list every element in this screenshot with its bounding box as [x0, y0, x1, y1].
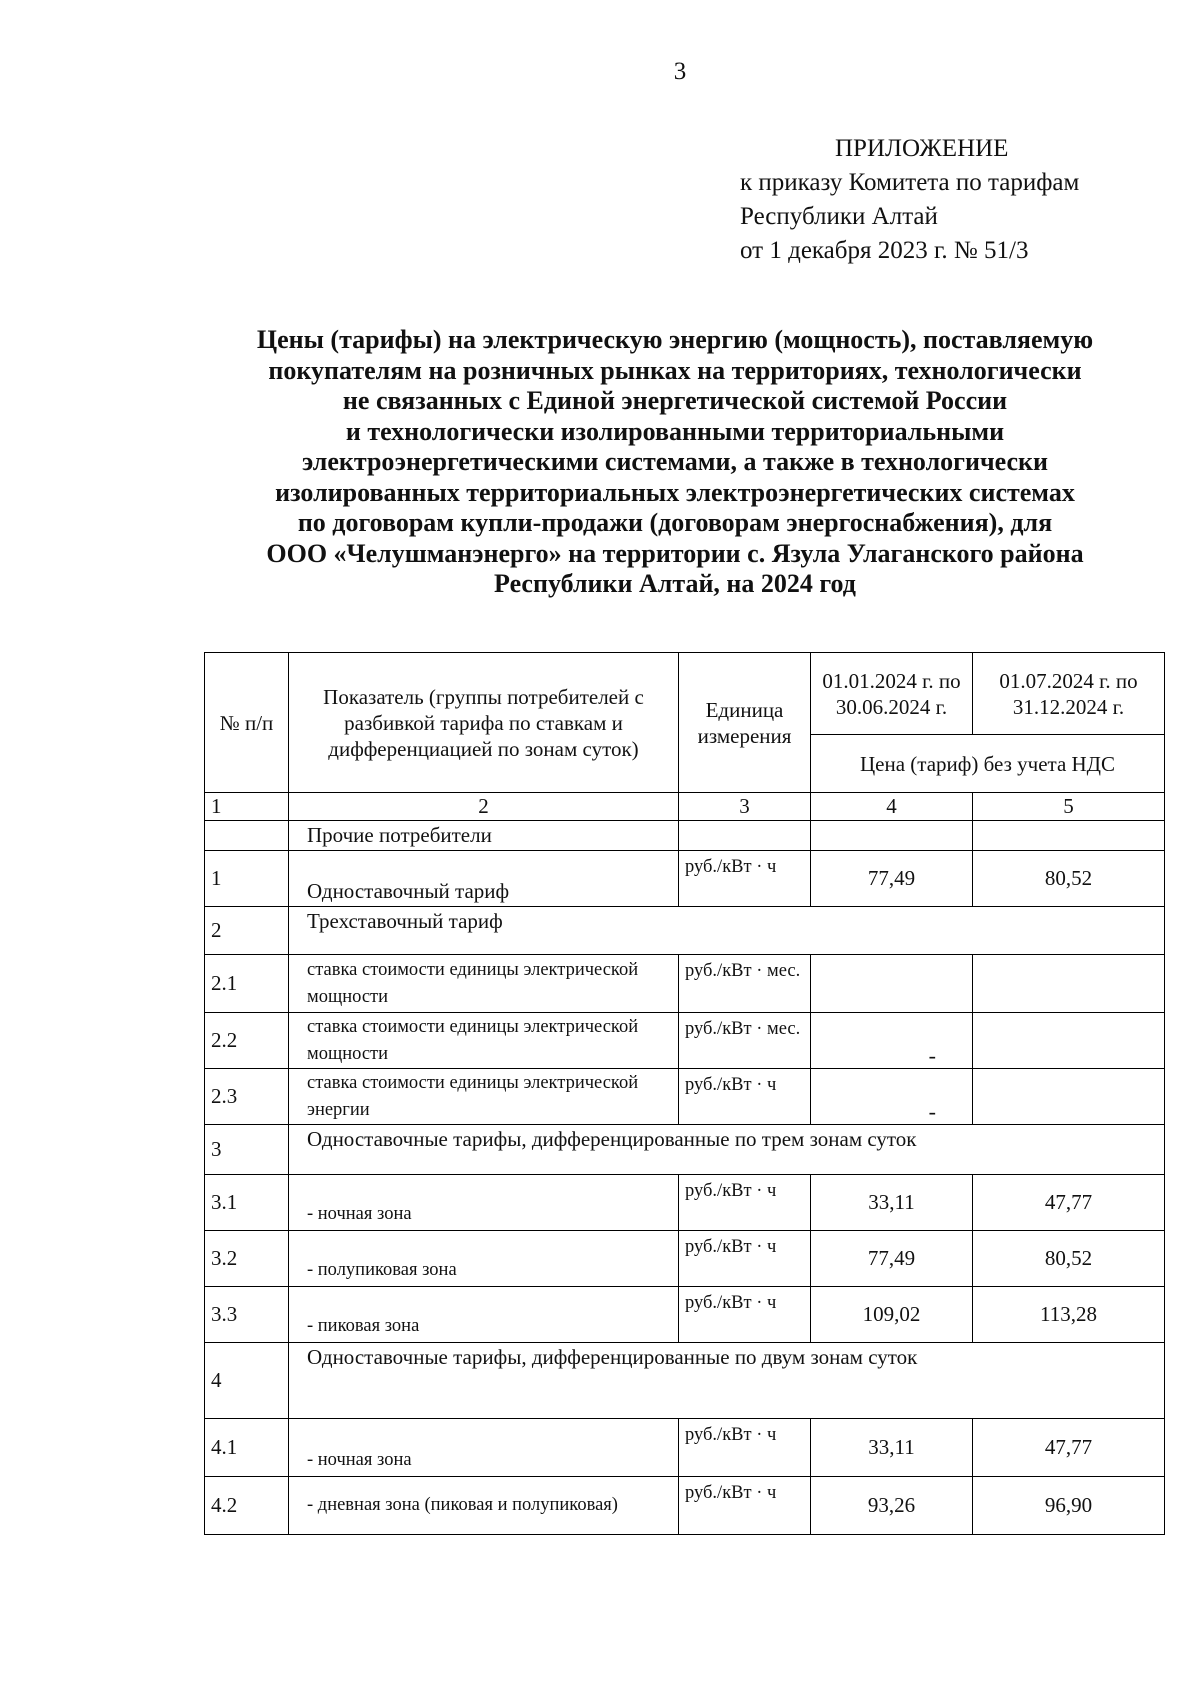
row-unit: руб./кВт · ч	[679, 1419, 811, 1477]
row-value-period-2	[973, 1013, 1165, 1069]
row-number: 4.1	[205, 1419, 289, 1477]
header-price-note: Цена (тариф) без учета НДС	[811, 735, 1165, 793]
row-value-period-1: 77,49	[811, 1231, 973, 1287]
row-value-period-1: 33,11	[811, 1175, 973, 1231]
header-indicator: Показатель (группы потребителей с разбивкой тарифа по ставкам и дифференциацией по зонам суток)	[289, 653, 679, 793]
row-section-title: Одноставочные тарифы, дифференцированные по трем зонам суток	[289, 1125, 1165, 1175]
column-number-row	[205, 793, 1165, 821]
table-row	[205, 1231, 1165, 1287]
title-line: и технологически изолированными территориальными	[345, 416, 1005, 446]
row-number: 1	[205, 851, 289, 907]
title-line: не связанных с Единой энергетической системой России	[342, 386, 1008, 415]
title-line: электроэнергетическими системами, а также в технологически	[301, 447, 1048, 476]
row-value-period-1: -	[811, 1013, 973, 1069]
row-indicator: - дневная зона (пиковая и полупиковая)	[289, 1477, 679, 1535]
column-number: 1	[205, 793, 289, 821]
title-line: изолированных территориальных электроэнергетических системах	[275, 477, 1075, 507]
row-value-period-2: 47,77	[973, 1419, 1165, 1477]
row-number: 3.2	[205, 1231, 289, 1287]
empty-cell	[679, 821, 811, 851]
empty-cell	[811, 821, 973, 851]
row-unit: руб./кВт · ч	[679, 1231, 811, 1287]
row-number: 4.2	[205, 1477, 289, 1535]
row-number: 4	[205, 1343, 289, 1419]
row-value-period-2: 47,77	[973, 1175, 1165, 1231]
table-row	[205, 1069, 1165, 1125]
column-number: 5	[973, 793, 1165, 821]
row-unit: руб./кВт · ч	[679, 1069, 811, 1125]
empty-cell	[205, 821, 289, 851]
table-row	[205, 821, 1165, 851]
row-unit: руб./кВт · ч	[679, 1175, 811, 1231]
row-indicator: Одноставочный тариф	[289, 851, 679, 907]
table-row	[205, 1013, 1165, 1069]
row-value-period-2: 80,52	[973, 1231, 1165, 1287]
row-indicator: - полупиковая зона	[289, 1231, 679, 1287]
appendix-line-republic: Республики Алтай	[740, 203, 938, 230]
row-unit: руб./кВт · мес.	[679, 1013, 811, 1069]
title-line: покупателям на розничных рынках на территориях, технологически	[268, 355, 1082, 385]
title-line: по договорам купли-продажи (договорам энергоснабжения), для	[297, 508, 1053, 537]
table-row	[205, 1175, 1165, 1231]
column-number: 3	[679, 793, 811, 821]
row-number: 2	[205, 907, 289, 955]
row-value-period-2: 113,28	[973, 1287, 1165, 1343]
column-number: 4	[811, 793, 973, 821]
group-label: Прочие потребители	[289, 821, 679, 851]
row-section-title: Трехставочный тариф	[289, 907, 1165, 955]
row-value-period-2	[973, 1069, 1165, 1125]
header-period-1: 01.01.2024 г. по 30.06.2024 г.	[811, 653, 973, 735]
title-line: ООО «Челушманэнерго» на территории с. Язула Улаганского района	[266, 538, 1084, 568]
header-num: № п/п	[205, 653, 289, 793]
appendix-title: ПРИЛОЖЕНИЕ	[835, 135, 1009, 162]
page-number: 3	[673, 58, 687, 85]
header-unit: Единица измерения	[679, 653, 811, 793]
title-line: Цены (тарифы) на электрическую энергию (мощность), поставляемую	[256, 325, 1094, 354]
row-unit: руб./кВт · ч	[679, 1287, 811, 1343]
table-row	[205, 1125, 1165, 1175]
row-value-period-2: 96,90	[973, 1477, 1165, 1535]
row-value-period-1	[811, 955, 973, 1013]
row-value-period-1: 77,49	[811, 851, 973, 907]
row-unit: руб./кВт · мес.	[679, 955, 811, 1013]
row-value-period-1: 93,26	[811, 1477, 973, 1535]
table-row	[205, 1419, 1165, 1477]
row-number: 2.1	[205, 955, 289, 1013]
appendix-line-order: к приказу Комитета по тарифам	[740, 169, 1080, 196]
row-indicator: ставка стоимости единицы электрической мощности	[289, 1013, 679, 1069]
empty-cell	[973, 821, 1165, 851]
title-line: Республики Алтай, на 2024 год	[494, 569, 856, 598]
row-unit: руб./кВт · ч	[679, 1477, 811, 1535]
row-number: 3.1	[205, 1175, 289, 1231]
row-number: 3	[205, 1125, 289, 1175]
row-indicator: ставка стоимости единицы электрической мощности	[289, 955, 679, 1013]
row-value-period-2: 80,52	[973, 851, 1165, 907]
appendix-block	[740, 132, 1079, 268]
header-row	[205, 653, 1165, 735]
row-unit: руб./кВт · ч	[679, 851, 811, 907]
document-title	[180, 325, 1170, 600]
row-indicator: - ночная зона	[289, 1175, 679, 1231]
table-row	[205, 955, 1165, 1013]
header-period-2: 01.07.2024 г. по 31.12.2024 г.	[973, 653, 1165, 735]
table-row	[205, 1477, 1165, 1535]
row-value-period-1: 33,11	[811, 1419, 973, 1477]
row-number: 3.3	[205, 1287, 289, 1343]
tariff-table	[204, 652, 1165, 1535]
table-row	[205, 907, 1165, 955]
table-row	[205, 1343, 1165, 1419]
row-number: 2.2	[205, 1013, 289, 1069]
appendix-line-date: от 1 декабря 2023 г. № 51/3	[740, 237, 1029, 264]
row-indicator: ставка стоимости единицы электрической энергии	[289, 1069, 679, 1125]
row-value-period-2	[973, 955, 1165, 1013]
row-number: 2.3	[205, 1069, 289, 1125]
table-row	[205, 851, 1165, 907]
row-indicator: - ночная зона	[289, 1419, 679, 1477]
table-row	[205, 1287, 1165, 1343]
row-value-period-1: -	[811, 1069, 973, 1125]
column-number: 2	[289, 793, 679, 821]
row-section-title: Одноставочные тарифы, дифференцированные по двум зонам суток	[289, 1343, 1165, 1419]
row-indicator: - пиковая зона	[289, 1287, 679, 1343]
row-value-period-1: 109,02	[811, 1287, 973, 1343]
